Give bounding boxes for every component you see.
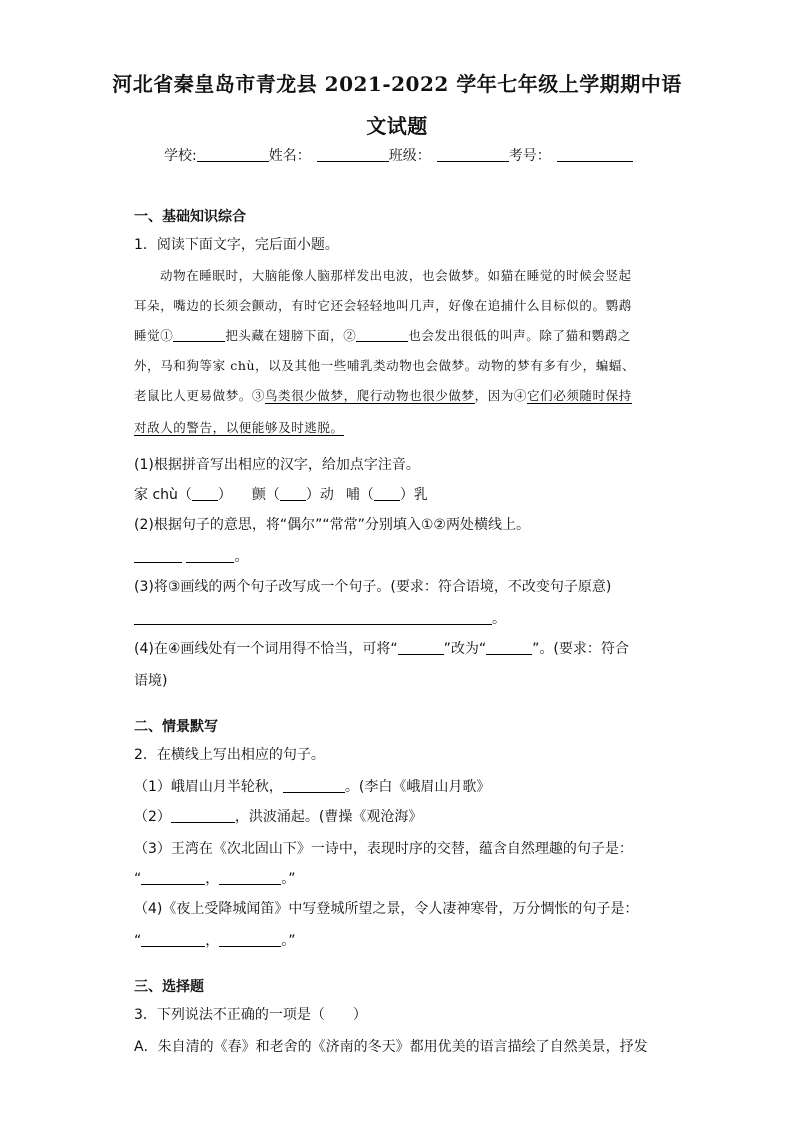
passage-text: 睡觉① xyxy=(134,328,174,343)
class-label: 班级： xyxy=(388,148,431,164)
sub-question-4 xyxy=(134,638,629,658)
recite-text: （2） xyxy=(134,809,171,825)
passage-text: ，因为④ xyxy=(474,388,528,403)
class-blank[interactable] xyxy=(437,147,509,162)
school-blank[interactable] xyxy=(197,147,269,162)
section2-heading: 二、情景默写 xyxy=(134,719,218,735)
sub-question-3: (3)将③画线的两个句子改写成一个句子。(要求：符合语境，不改变句子原意) xyxy=(134,579,612,595)
recite-line-2 xyxy=(134,806,422,826)
blank-1[interactable] xyxy=(173,327,225,342)
recite-line-3-answer xyxy=(134,868,296,888)
passage-text: 也会发出很低的叫声。除了猫和鹦鹉之 xyxy=(408,328,632,343)
sub4-text: ”。(要求：符合 xyxy=(532,641,629,657)
recite-source: ，洪波涌起。(曹操《观沧海》 xyxy=(234,809,423,825)
answer-blank[interactable] xyxy=(280,487,306,501)
answer-blank[interactable] xyxy=(192,487,218,501)
sub-question-1-items xyxy=(134,484,428,504)
passage-line2: 耳朵，嘴边的长须会颤动，有时它还会轻轻地叫几声，好像在追捕什么目标似的。鹦鹉 xyxy=(134,298,632,313)
sub4-text: (4)在④画线处有一个词用得不恰当，可将“ xyxy=(134,641,398,657)
recite-line-1 xyxy=(134,776,490,796)
passage-line1: 动物在睡眠时，大脑能像人脑那样发出电波，也会做梦。如猫在睡觉的时候会竖起 xyxy=(160,268,632,283)
answer-blank[interactable] xyxy=(283,778,345,793)
section3-heading: 三、选择题 xyxy=(134,979,204,995)
passage-line6 xyxy=(134,418,664,436)
quote-close: 。” xyxy=(281,933,296,949)
name-label: 姓名： xyxy=(268,148,311,164)
paren-close: ）动 xyxy=(305,487,334,503)
section1-heading: 一、基础知识综合 xyxy=(134,209,246,225)
sub-question-3-answer xyxy=(134,608,506,628)
answer-blank[interactable] xyxy=(374,487,400,501)
period: 。 xyxy=(492,611,506,627)
recite-source: 。(李白《峨眉山月歌》 xyxy=(344,779,491,795)
exam-no-label: 考号： xyxy=(508,148,551,164)
recite-line-4-answer xyxy=(134,930,296,950)
sub-question-2: (2)根据句子的意思，将“偶尔”“常常”分别填入①②两处横线上。 xyxy=(134,517,530,533)
quote-open: “ xyxy=(134,871,142,887)
passage-line3 xyxy=(134,326,664,344)
sub-question-1: (1)根据拼音写出相应的汉字，给加点字注音。 xyxy=(134,457,420,473)
question2-stem: 2．在横线上写出相应的句子。 xyxy=(134,747,325,763)
answer-blank[interactable] xyxy=(141,870,205,885)
exam-title-line2: 文试题 xyxy=(366,114,428,138)
exam-title-line1: 河北省秦皇岛市青龙县 2021-2022 学年七年级上学期期中语 xyxy=(112,72,682,96)
paren-close: ）乳 xyxy=(399,487,428,503)
blank-2[interactable] xyxy=(356,327,408,342)
answer-blank-replace[interactable] xyxy=(486,640,532,655)
sub-question-4-cont: 语境) xyxy=(134,673,168,689)
answer-line[interactable] xyxy=(134,610,492,625)
recite-line-4: （4)《夜上受降城闻笛》中写登城所望之景，令人凄神寒骨，万分惆怅的句子是： xyxy=(134,901,639,917)
quote-close: 。” xyxy=(281,871,296,887)
sub4-text: ”改为“ xyxy=(443,641,487,657)
comma: ， xyxy=(205,871,220,887)
passage-text: 把头藏在翅膀下面，② xyxy=(225,328,357,343)
passage-text: 老鼠比人更易做梦。③ xyxy=(134,388,266,403)
recite-text: （1）峨眉山月半轮秋， xyxy=(134,779,283,795)
item-chan: 颤（ xyxy=(251,487,280,503)
underlined-phrase-4-cont: 对敌人的警告，以便能够及时逃脱。 xyxy=(134,420,344,435)
quote-open: “ xyxy=(134,933,142,949)
answer-blank-1[interactable] xyxy=(134,548,182,563)
answer-blank-word[interactable] xyxy=(398,640,444,655)
answer-blank[interactable] xyxy=(219,870,281,885)
answer-blank[interactable] xyxy=(171,808,235,823)
underlined-sentence-3: 鸟类很少做梦，爬行动物也很少做梦 xyxy=(265,388,475,403)
comma: ， xyxy=(205,933,220,949)
school-label: 学校: xyxy=(164,148,197,164)
paren-close: ） xyxy=(217,487,232,503)
underlined-phrase-4: 它们必须随时保持 xyxy=(527,388,632,403)
answer-blank[interactable] xyxy=(219,932,281,947)
answer-blank[interactable] xyxy=(141,932,205,947)
exam-no-blank[interactable] xyxy=(557,147,633,162)
question3-stem: 3．下列说法不正确的一项是（ ） xyxy=(134,1007,367,1023)
sub-question-2-answer xyxy=(134,546,248,566)
passage-line4: 外，马和狗等家 chù，以及其他一些哺乳类动物也会做梦。动物的梦有多有少，蝙蝠、 xyxy=(134,358,636,373)
answer-blank-2[interactable] xyxy=(186,548,234,563)
passage-line5 xyxy=(134,386,664,404)
question1-stem: 1．阅读下面文字，完后面小题。 xyxy=(134,237,339,253)
recite-line-3: （3）王湾在《次北固山下》一诗中，表现时序的交替，蕴含自然理趣的句子是： xyxy=(134,841,633,857)
period: 。 xyxy=(234,549,249,565)
option-a[interactable]: A．朱自清的《春》和老舍的《济南的冬天》都用优美的语言描绘了自然美景，抒发 xyxy=(134,1039,648,1055)
item-bu: 哺（ xyxy=(345,487,374,503)
student-info-row xyxy=(164,145,633,165)
name-blank[interactable] xyxy=(317,147,389,162)
item-jiachu: 家 chù（ xyxy=(134,487,192,503)
